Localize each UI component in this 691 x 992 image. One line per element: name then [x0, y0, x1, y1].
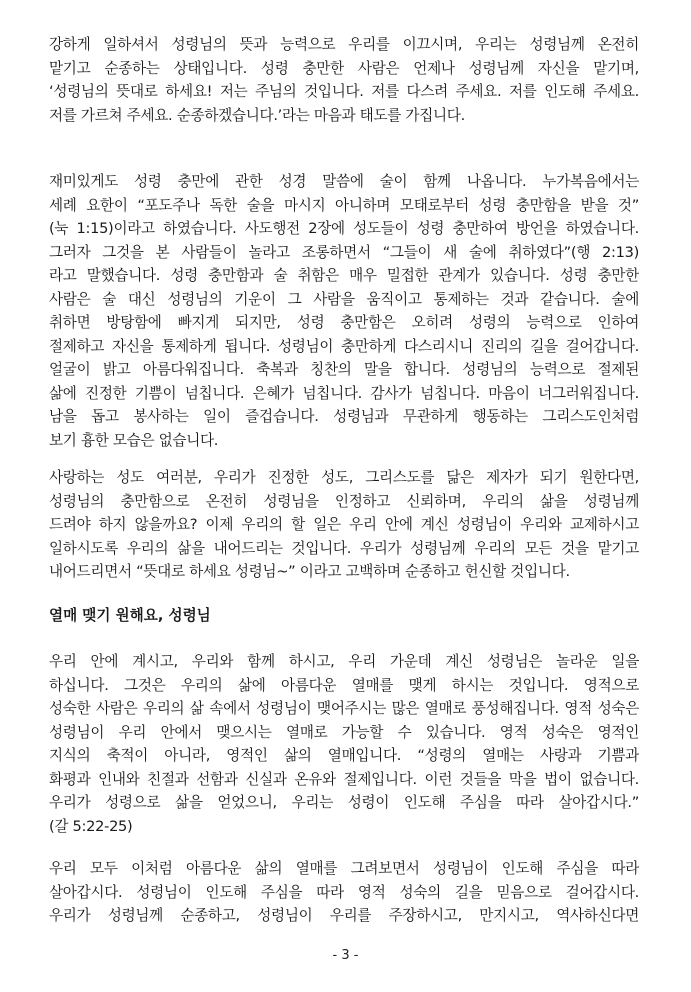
paragraph-line: 사랑하는 성도 여러분, 우리가 진정한 성도, 그리스도를 닮은 제자가 되기 원한다면, — [49, 469, 639, 486]
paragraph-line: 맡기고 순종하는 상태입니다. 성령 충만한 사람은 언제나 성령님께 자신을 맡기며, — [49, 59, 639, 77]
paragraph-4 — [49, 650, 639, 838]
paragraph-line: 삶에 진정한 기쁨이 넘칩니다. 은혜가 넘칩니다. 감사가 넘칩니다. 마음이 너그러워집니다. — [49, 384, 639, 402]
paragraph-line: 그러자 그것을 본 사람들이 놀라고 조롱하면서 “그들이 새 술에 취하였다”(행 2:13) — [49, 243, 639, 261]
page-number: - 3 - — [332, 948, 359, 963]
paragraph-5 — [49, 857, 639, 928]
paragraph-line: 재미있게도 성령 충만에 관한 성경 말씀에 술이 함께 나옵니다. 누가복음에서는 — [49, 173, 639, 190]
paragraph-line: 내어드리면서 “뜻대로 하세요 성령님~” 이라고 고백하며 순종하고 헌신할 것입니다. — [49, 563, 570, 580]
paragraph-line: (갈 5:22-25) — [49, 817, 133, 835]
paragraph-line: 취하면 방탕함에 빠지게 되지만, 성령 충만함은 오히려 성령의 능력으로 인하여 — [49, 314, 639, 331]
paragraph-line: (눅 1:15)이라고 하였습니다. 사도행전 2장에 성도들이 성령 충만하여 방언을 하였습니다. — [49, 220, 639, 237]
paragraph-line: 지식의 축적이 아니라, 영적인 삶의 열매입니다. “성령의 열매는 사랑과 기쁨과 — [49, 747, 639, 764]
paragraph-line: 세례 요한이 “포도주나 독한 술을 마시지 아니하며 모태로부터 성령 충만함을 받을 것” — [49, 196, 639, 214]
paragraph-line: 살아갑시다. 성령님이 인도해 주심을 따라 영적 성숙의 길을 믿음으로 걸어갑시다. — [49, 883, 639, 901]
paragraph-line: 성숙한 사람은 우리의 삶 속에서 성령님이 맺어주시는 많은 열매로 풍성해집니다. 영적 성숙은 — [49, 700, 639, 717]
paragraph-line: 우리가 성령으로 삶을 얻었으니, 우리는 성령이 인도해 주심을 따라 살아갑시다.” — [49, 794, 639, 811]
paragraph-line: ‘성령님의 뜻대로 하세요! 저는 주님의 것입니다. 저를 다스려 주세요. 저를 인도해 주세요. — [49, 83, 639, 100]
paragraph-line: 절제하고 자신을 통제하게 됩니다. 성령님이 충만하게 다스리시니 진리의 길을 걸어갑니다. — [49, 337, 639, 355]
paragraph-3 — [49, 466, 639, 584]
section-heading: 열매 맺기 원해요, 성령님 — [49, 607, 211, 624]
paragraph-line: 성령님의 충만함으로 온전히 성령님을 인정하고 신뢰하며, 우리의 삶을 성령님께 — [49, 492, 639, 510]
paragraph-line: 남을 돕고 봉사하는 일이 즐겁습니다. 성령님과 무관하게 행동하는 그리스도인처럼 — [49, 408, 639, 425]
paragraph-line: 우리 모두 이처럼 아름다운 삶의 열매를 그려보면서 성령님이 인도해 주심을 따라 — [49, 860, 639, 877]
paragraph-line: 저를 가르쳐 주세요. 순종하겠습니다.’라는 마음과 태도를 가집니다. — [49, 106, 465, 124]
paragraph-1 — [49, 33, 639, 127]
paragraph-line: 얼굴이 밝고 아름다워집니다. 축복과 칭찬의 말을 합니다. 성령님의 능력으로 절제된 — [49, 361, 639, 378]
paragraph-line: 우리 안에 계시고, 우리와 함께 하시고, 우리 가운데 계신 성령님은 놀라운 일을 — [49, 653, 639, 670]
paragraph-line: 사람은 술 대신 성령님의 기운이 그 사람을 움직이고 통제하는 것과 같습니다. 술에 — [49, 290, 639, 308]
paragraph-line: 보기 흉한 모습은 없습니다. — [49, 431, 219, 449]
paragraph-line: 라고 말했습니다. 성령 충만함과 술 취함은 매우 밀접한 관계가 있습니다. 성령 충만한 — [49, 267, 639, 284]
paragraph-line: 우리가 성령님께 순종하고, 성령님이 우리를 주장하시고, 만지시고, 역사하신다면 — [49, 907, 639, 924]
paragraph-line: 하십니다. 그것은 우리의 삶에 아름다운 열매를 맺게 하시는 것입니다. 영적으로 — [49, 676, 639, 694]
paragraph-line: 일하시도록 우리의 삶을 내어드리는 것입니다. 우리가 성령님께 우리의 모든 것을 맡기고 — [49, 539, 639, 557]
paragraph-line: 강하게 일하셔서 성령님의 뜻과 능력으로 우리를 이끄시며, 우리는 성령님께 온전히 — [49, 36, 639, 53]
paragraph-2 — [49, 170, 639, 452]
paragraph-line: 드려야 하지 않을까요? 이제 우리의 할 일은 우리 안에 계신 성령님이 우리와 교제하시고 — [49, 516, 639, 533]
paragraph-line: 성령님이 우리 안에서 맺으시는 열매로 가능할 수 있습니다. 영적 성숙은 영적인 — [49, 723, 639, 741]
paragraph-line: 화평과 인내와 친절과 선함과 신실과 온유와 절제입니다. 이런 것들을 막을 법이 없습니다. — [49, 770, 639, 788]
